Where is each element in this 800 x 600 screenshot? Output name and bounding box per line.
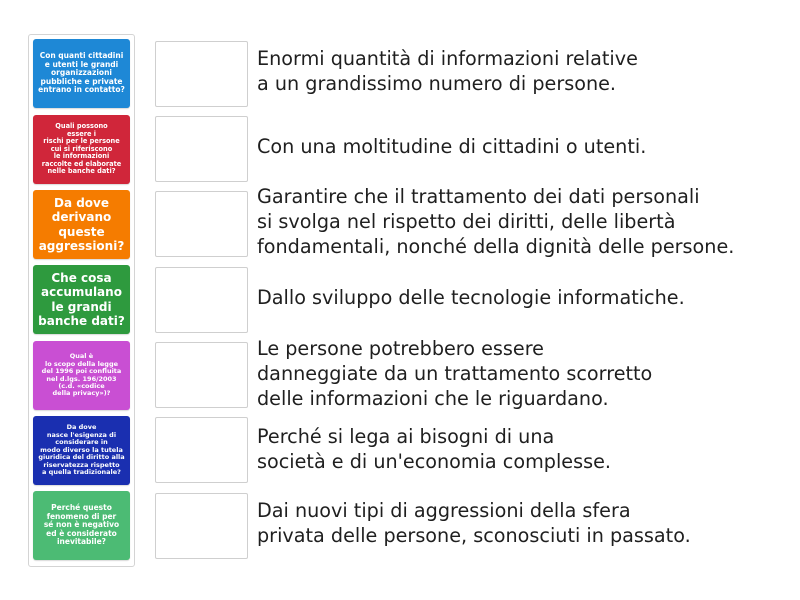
question-card-text: Da dove nasce l'esigenza di considerare in modo diverso la tutela giuridica del diritto alla riservatezza rispetto a quella tradizionale? xyxy=(38,423,125,477)
answer-text-5: Le persone potrebbero essere danneggiate da un trattamento scorretto delle informazioni che le riguardano. xyxy=(257,337,653,410)
question-card-text: Quali possono essere i rischi per le persone cui si riferiscono le informazioni raccolte ed elaborate nelle banche dati? xyxy=(41,121,122,176)
question-card-text: Da dove derivano queste aggressioni? xyxy=(38,195,125,253)
drop-slot-7[interactable] xyxy=(155,493,248,559)
drop-slot-3[interactable] xyxy=(155,191,248,257)
drop-slot-1[interactable] xyxy=(155,41,248,107)
question-card-3[interactable] xyxy=(33,190,130,259)
drop-slot-6[interactable] xyxy=(155,417,248,483)
question-card-text: Perché questo fenomeno di per sé non è negativo ed è considerato inevitabile? xyxy=(43,502,120,547)
drop-slot-4[interactable] xyxy=(155,267,248,333)
question-card-7[interactable] xyxy=(33,491,130,560)
question-card-text: Qual è lo scopo della legge del 1996 poi confluita nel d.lgs. 196/2003 (c.d. «codice della privacy»)? xyxy=(41,352,122,398)
answer-text-7: Dai nuovi tipi di aggressioni della sfera privata delle persone, sconosciuti in passato. xyxy=(257,499,691,547)
answer-text-4: Dallo sviluppo delle tecnologie informatiche. xyxy=(257,286,685,309)
question-card-1[interactable] xyxy=(33,39,130,108)
question-card-2[interactable] xyxy=(33,115,130,184)
drop-slot-5[interactable] xyxy=(155,342,248,408)
question-card-6[interactable] xyxy=(33,416,130,485)
cards-panel xyxy=(28,34,135,567)
answer-text-1: Enormi quantità di informazioni relative a un grandissimo numero di persone. xyxy=(257,47,638,95)
question-card-5[interactable] xyxy=(33,341,130,410)
answer-text-3: Garantire che il trattamento dei dati personali si svolga nel rispetto dei diritti, delle libertà fondamentali, nonché della dignità delle persone. xyxy=(257,185,735,258)
answer-text-6: Perché si lega ai bisogni di una società e di un'economia complesse. xyxy=(257,425,611,473)
question-card-text: Che cosa accumulano le grandi banche dati? xyxy=(38,270,125,328)
question-card-4[interactable] xyxy=(33,265,130,334)
answer-text-2: Con una moltitudine di cittadini o utenti. xyxy=(257,135,647,158)
drop-slot-2[interactable] xyxy=(155,116,248,182)
question-card-text: Con quanti cittadini e utenti le grandi organizzazioni pubbliche e private entrano in contatto? xyxy=(38,50,125,95)
